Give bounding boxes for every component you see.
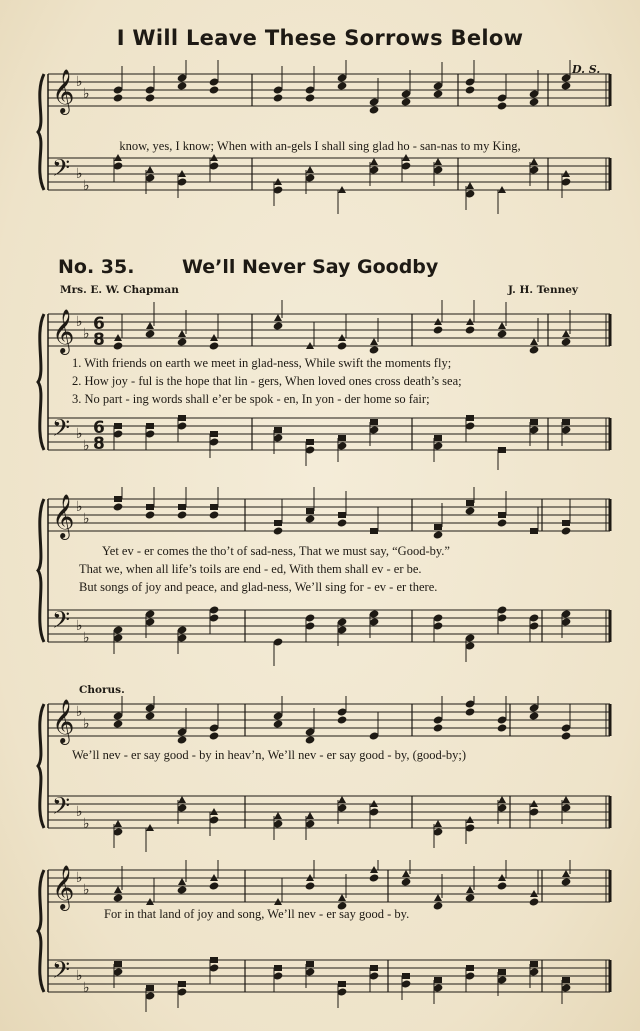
svg-text:♭: ♭ (83, 86, 90, 102)
svg-text:♭: ♭ (76, 804, 83, 820)
svg-text:♭: ♭ (83, 882, 90, 898)
svg-text:6: 6 (93, 314, 105, 334)
svg-text:♭: ♭ (83, 326, 90, 342)
svg-text:8: 8 (93, 330, 105, 350)
composer-credit: J. H. Tenney (508, 284, 579, 296)
svg-text:♭: ♭ (76, 166, 83, 182)
svg-text:6: 6 (93, 418, 105, 438)
chorus-label: Chorus. (79, 684, 125, 696)
svg-text:8: 8 (93, 434, 105, 454)
bass-clef-icon: 𝄢 (52, 414, 71, 447)
verse1-line-a: 1. With friends on earth we meet in glad-ness, While swift the moments fly; (72, 356, 452, 370)
svg-text:♭: ♭ (83, 816, 90, 832)
svg-text:♭: ♭ (83, 178, 90, 194)
verse3-line-b: But songs of joy and peace, and glad-ness, We’ll sing for - ev - er there. (79, 580, 438, 594)
verse3-line-a: 3. No part - ing words shall e’er be spok - en, In yon - der home so fair; (72, 392, 430, 406)
song1-lyric: know, yes, I know; When with an-gels I shall sing glad ho - san-nas to my King, (119, 139, 521, 153)
svg-text:♭: ♭ (76, 618, 83, 634)
svg-text:♭: ♭ (76, 870, 83, 886)
hymn-number: No. 35. (58, 256, 135, 278)
verse1-line-b: Yet ev - er comes the tho’t of sad-ness, That we must say, “Good-by.” (102, 544, 450, 558)
svg-text:♭: ♭ (76, 314, 83, 330)
chorus-line-2: For in that land of joy and song, We’ll nev - er say good - by. (104, 907, 410, 921)
verse2-line-a: 2. How joy - ful is the hope that lin - gers, When loved ones cross death’s sea; (72, 374, 462, 388)
treble-clef-icon: 𝄞 (52, 69, 75, 113)
svg-text:♭: ♭ (76, 499, 83, 515)
song-title-1: I Will Leave These Sorrows Below (116, 26, 524, 50)
treble-clef-icon: 𝄞 (52, 494, 75, 538)
svg-text:♭: ♭ (76, 704, 83, 720)
treble-clef-icon: 𝄞 (52, 309, 75, 353)
svg-text:♭: ♭ (83, 630, 90, 646)
lyricist-credit: Mrs. E. W. Chapman (60, 284, 179, 296)
bass-clef-icon: 𝄢 (52, 154, 71, 187)
svg-text:♭: ♭ (76, 426, 83, 442)
svg-text:♭: ♭ (83, 716, 90, 732)
svg-text:♭: ♭ (76, 968, 83, 984)
svg-text:♭: ♭ (83, 511, 90, 527)
svg-text:♭: ♭ (83, 438, 90, 454)
dal-segno-mark: D. S. (572, 63, 601, 76)
score-system-4 (0, 696, 640, 856)
svg-text:♭: ♭ (76, 74, 83, 90)
svg-text:♭: ♭ (83, 980, 90, 996)
treble-clef-icon: 𝄞 (52, 699, 75, 743)
bass-clef-icon: 𝄢 (52, 956, 71, 989)
bass-clef-icon: 𝄢 (52, 606, 71, 639)
chorus-line-1: We’ll nev - er say good - by in heav’n, We’ll nev - er say good - by, (good-by;) (72, 748, 467, 762)
treble-clef-icon: 𝄞 (52, 865, 75, 909)
hymn-title: We’ll Never Say Goodby (182, 256, 439, 278)
bass-clef-icon: 𝄢 (52, 792, 71, 825)
verse2-line-b: That we, when all life’s toils are end - ed, With them shall ev - er be. (79, 562, 422, 576)
score-system-5 (0, 860, 640, 1030)
